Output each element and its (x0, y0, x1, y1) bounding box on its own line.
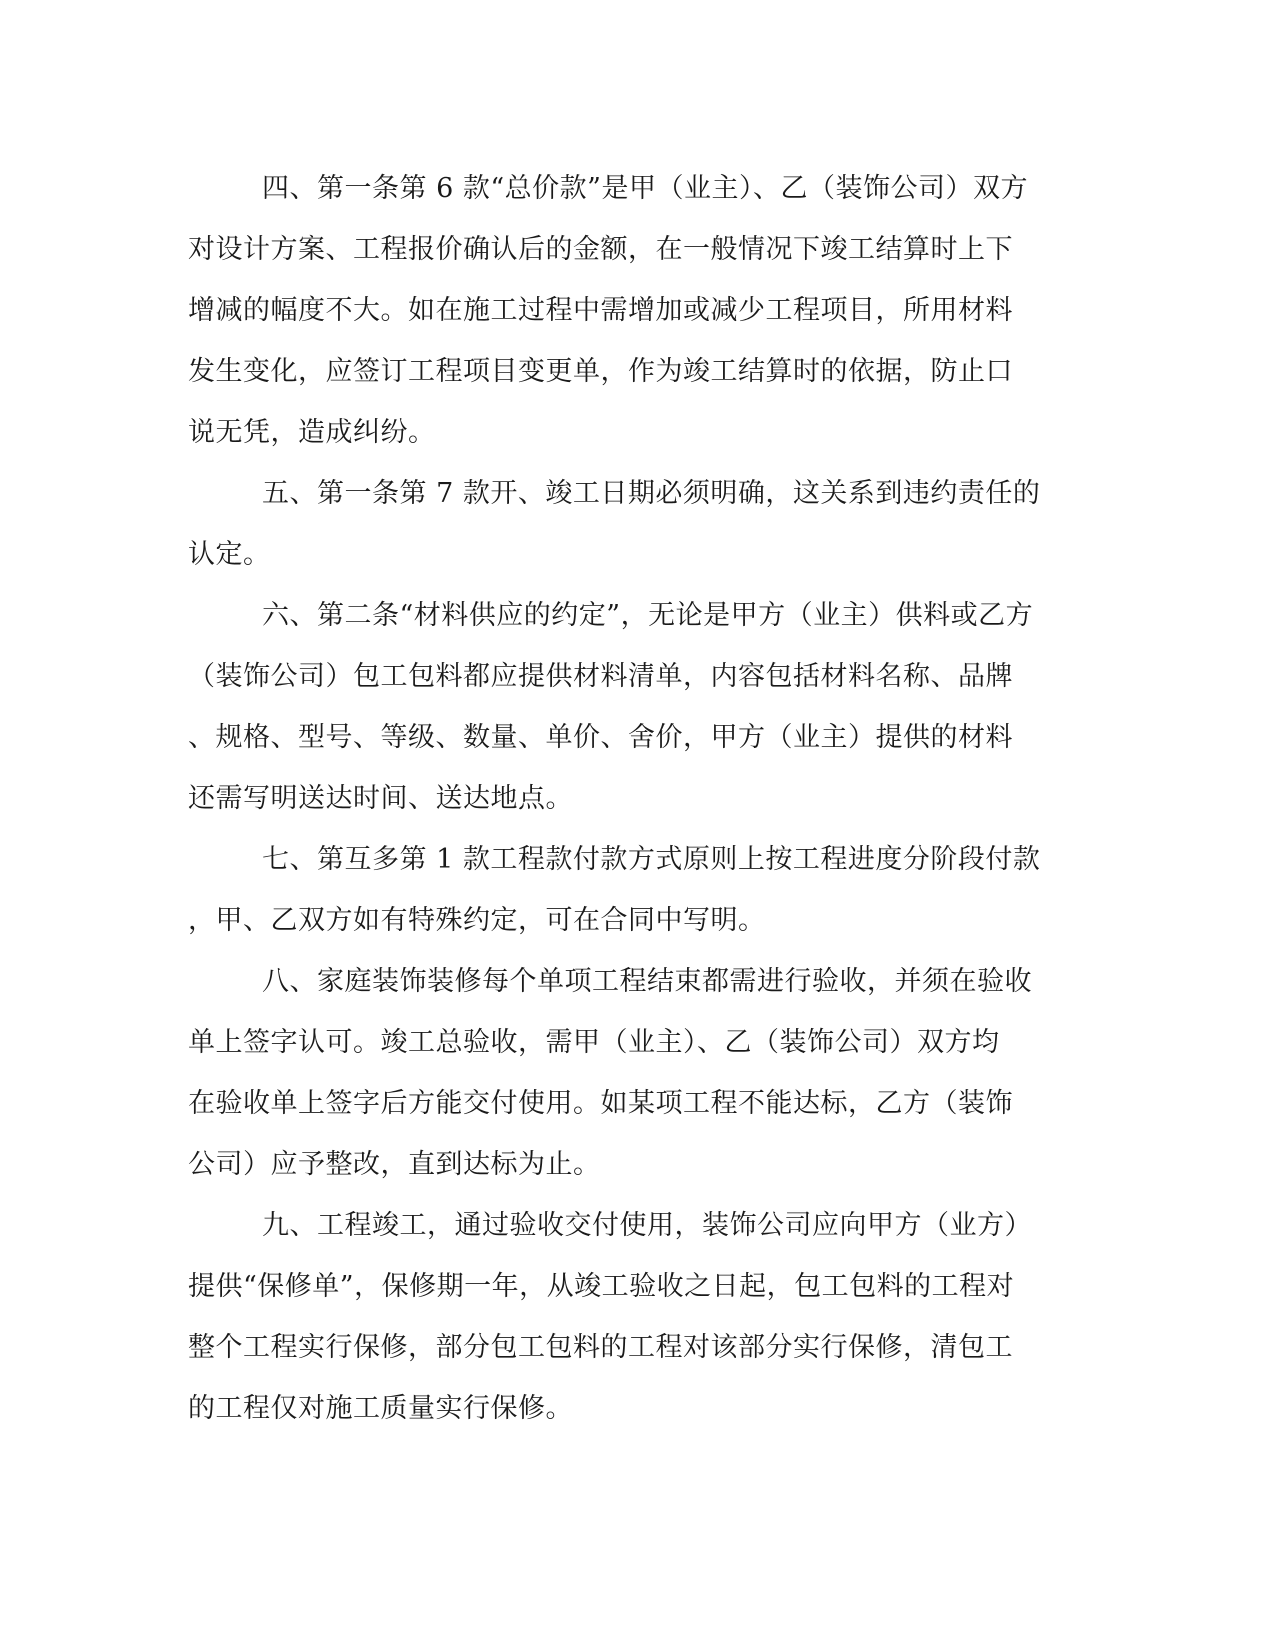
paragraph-4 (188, 158, 1078, 463)
paragraph-line: 六、第二条“材料供应的约定”，无论是甲方（业主）供料或乙方 (262, 600, 1034, 631)
paragraph-line: 认定。 (188, 539, 271, 570)
paragraph-line: 四、第一条第 6 款“总价款”是甲（业主）、乙（装饰公司）双方 (262, 173, 1028, 204)
paragraph-8 (188, 951, 1078, 1195)
paragraph-line: 九、工程竣工，通过验收交付使用，装饰公司应向甲方（业方） (262, 1210, 1032, 1241)
paragraph-line: 八、家庭装饰装修每个单项工程结束都需进行验收，并须在验收 (262, 966, 1032, 997)
paragraph-line: 单上签字认可。竣工总验收，需甲（业主）、乙（装饰公司）双方均 (188, 1027, 1000, 1058)
paragraph-line: ，甲、乙双方如有特殊约定，可在合同中写明。 (188, 905, 766, 936)
paragraph-line: 发生变化，应签订工程项目变更单，作为竣工结算时的依据，防止口 (188, 356, 1013, 387)
paragraph-line: 、规格、型号、等级、数量、单价、舍价，甲方（业主）提供的材料 (188, 722, 1013, 753)
paragraph-line: 的工程仅对施工质量实行保修。 (188, 1393, 573, 1424)
paragraph-line: 说无凭，造成纠纷。 (188, 417, 436, 448)
paragraph-line: 整个工程实行保修，部分包工包料的工程对该部分实行保修，清包工 (188, 1332, 1013, 1363)
paragraph-line: 五、第一条第 7 款开、竣工日期必须明确，这关系到违约责任的 (262, 478, 1041, 509)
paragraph-7 (188, 829, 1078, 951)
paragraph-line: 七、第互多第 1 款工程款付款方式原则上按工程进度分阶段付款 (262, 844, 1041, 875)
paragraph-5 (188, 463, 1078, 585)
paragraph-line: 增减的幅度不大。如在施工过程中需增加或减少工程项目，所用材料 (188, 295, 1013, 326)
paragraph-6 (188, 585, 1078, 829)
document-body (188, 158, 1078, 1439)
paragraph-line: 在验收单上签字后方能交付使用。如某项工程不能达标，乙方（装饰 (188, 1088, 1013, 1119)
paragraph-line: 公司）应予整改，直到达标为止。 (188, 1149, 601, 1180)
paragraph-line: 提供“保修单”，保修期一年，从竣工验收之日起，包工包料的工程对 (188, 1271, 1015, 1302)
paragraph-line: （装饰公司）包工包料都应提供材料清单，内容包括材料名称、品牌 (188, 661, 1013, 692)
paragraph-line: 还需写明送达时间、送达地点。 (188, 783, 573, 814)
paragraph-line: 对设计方案、工程报价确认后的金额，在一般情况下竣工结算时上下 (188, 234, 1013, 265)
paragraph-9 (188, 1195, 1078, 1439)
